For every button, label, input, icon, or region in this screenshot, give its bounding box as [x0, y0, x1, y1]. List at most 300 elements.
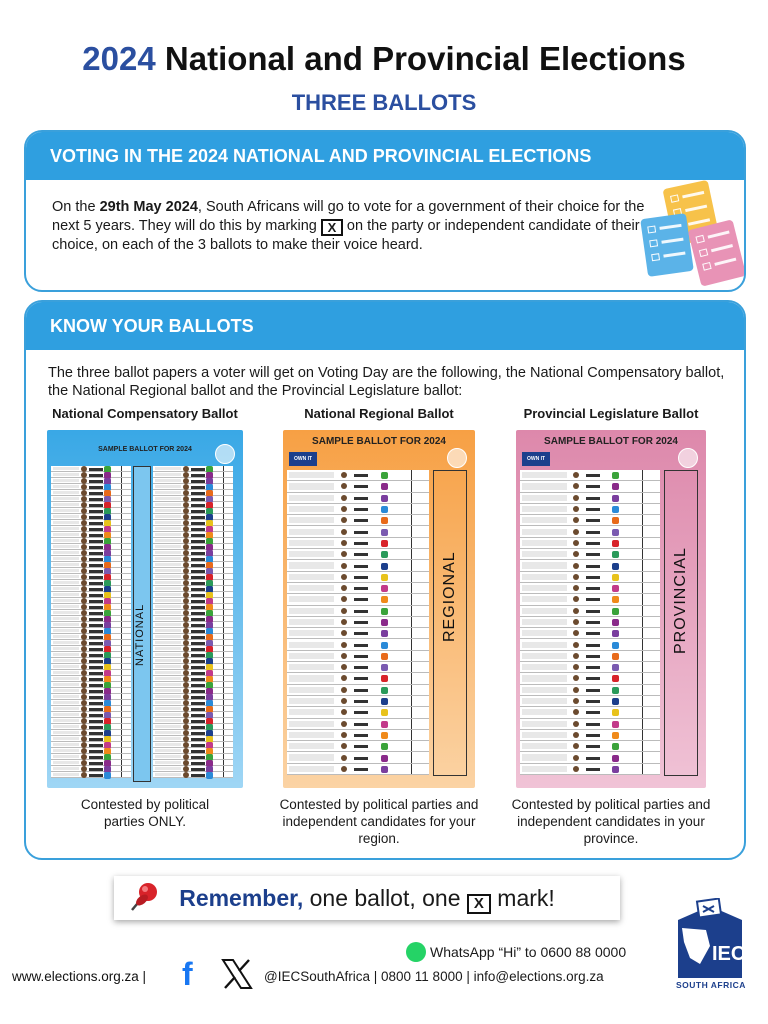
party-code-mark [586, 666, 600, 669]
candidate-face-icon [81, 688, 87, 694]
party-name-mark [53, 737, 79, 740]
party-symbol-icon [381, 698, 388, 705]
party-code-mark [586, 565, 600, 568]
vote-box [642, 606, 660, 616]
party-code-mark [89, 534, 103, 537]
party-symbol-icon [381, 709, 388, 716]
vote-box [223, 724, 233, 729]
party-code-mark [89, 582, 103, 585]
vote-box [642, 549, 660, 559]
party-symbol-icon [612, 687, 619, 694]
vote-box [411, 515, 429, 525]
candidate-face-icon [573, 472, 579, 478]
candidate-face-icon [81, 538, 87, 544]
party-code-mark [89, 630, 103, 633]
candidate-face-icon [81, 652, 87, 658]
party-symbol-icon [612, 596, 619, 603]
party-code-mark [191, 756, 205, 759]
candidate-face-icon [183, 532, 189, 538]
party-name-mark [53, 557, 79, 560]
national-ballot-title: National Compensatory Ballot [52, 406, 238, 421]
candidate-face-icon [81, 700, 87, 706]
ballot-row [520, 560, 660, 571]
party-name-mark [53, 497, 79, 500]
party-name-mark [53, 665, 79, 668]
party-symbol-icon [381, 664, 388, 671]
party-symbol-icon [381, 551, 388, 558]
candidate-face-icon [81, 508, 87, 514]
party-code-mark [191, 678, 205, 681]
party-name-mark [53, 575, 79, 578]
party-code-mark [586, 508, 600, 511]
ballot-row [287, 549, 429, 560]
party-code-mark [89, 516, 103, 519]
vote-box [411, 719, 429, 729]
candidate-face-icon [573, 574, 579, 580]
party-code-mark [354, 768, 368, 771]
ballot-row [287, 538, 429, 549]
party-code-mark [354, 621, 368, 624]
party-name-mark [522, 596, 567, 602]
vote-box [121, 634, 131, 639]
candidate-face-icon [341, 664, 347, 670]
party-code-mark [89, 654, 103, 657]
ballot-row [520, 730, 660, 741]
ballot-row [287, 685, 429, 696]
party-code-mark [586, 689, 600, 692]
party-code-mark [191, 522, 205, 525]
party-name-mark [53, 629, 79, 632]
party-name-mark [522, 653, 567, 659]
party-symbol-icon [381, 608, 388, 615]
ballot-row [520, 707, 660, 718]
party-symbol-icon [381, 653, 388, 660]
candidate-face-icon [341, 653, 347, 659]
ballot-row [520, 764, 660, 775]
party-code-mark [89, 684, 103, 687]
vote-box [223, 490, 233, 495]
party-symbol-icon [381, 675, 388, 682]
ballot-row [520, 583, 660, 594]
candidate-face-icon [341, 506, 347, 512]
party-code-mark [191, 606, 205, 609]
candidate-face-icon [183, 472, 189, 478]
candidate-face-icon [183, 682, 189, 688]
party-name-mark [155, 713, 181, 716]
party-name-mark [522, 608, 567, 614]
vote-box [411, 572, 429, 582]
party-code-mark [191, 588, 205, 591]
candidate-face-icon [81, 718, 87, 724]
party-name-mark [289, 709, 334, 715]
party-code-mark [89, 666, 103, 669]
party-symbol-icon [612, 755, 619, 762]
party-code-mark [89, 774, 103, 777]
vote-box [223, 520, 233, 525]
candidate-face-icon [183, 556, 189, 562]
party-code-mark [354, 655, 368, 658]
party-code-mark [354, 576, 368, 579]
vote-box [642, 538, 660, 548]
party-symbol-icon [381, 732, 388, 739]
vote-box [642, 560, 660, 570]
party-name-mark [522, 574, 567, 580]
vote-box [223, 562, 233, 567]
vote-box [223, 766, 233, 771]
party-code-mark [191, 486, 205, 489]
party-code-mark [586, 734, 600, 737]
ballot-row [287, 594, 429, 605]
vote-box [223, 658, 233, 663]
national-caption: Contested by political parties ONLY. [80, 797, 210, 829]
vote-box [223, 688, 233, 693]
ballot-row [287, 741, 429, 752]
title-year: 2024 [82, 40, 156, 77]
remember-bold: Remember, [179, 885, 304, 911]
candidate-face-icon [81, 562, 87, 568]
candidate-face-icon [573, 721, 579, 727]
party-symbol-icon [612, 517, 619, 524]
party-symbol-icon [381, 642, 388, 649]
candidate-face-icon [81, 640, 87, 646]
ballot-row [287, 515, 429, 526]
candidate-face-icon [183, 772, 189, 778]
party-name-mark [155, 731, 181, 734]
party-symbol-icon [612, 653, 619, 660]
vote-box [223, 550, 233, 555]
party-code-mark [89, 594, 103, 597]
own-it-logo: OWN IT [522, 452, 550, 466]
party-name-mark [155, 485, 181, 488]
party-name-mark [289, 517, 334, 523]
vote-box [642, 639, 660, 649]
vote-box [642, 752, 660, 762]
candidate-face-icon [183, 574, 189, 580]
iec-country: SOUTH AFRICA [676, 980, 746, 990]
vote-box [411, 730, 429, 740]
party-name-mark [522, 675, 567, 681]
party-symbol-icon [612, 483, 619, 490]
candidate-face-icon [81, 694, 87, 700]
vote-box [223, 484, 233, 489]
vote-box [223, 586, 233, 591]
vote-box [223, 634, 233, 639]
vote-box [223, 682, 233, 687]
candidate-face-icon [183, 736, 189, 742]
candidate-face-icon [81, 760, 87, 766]
party-code-mark [586, 598, 600, 601]
title-text: National and Provincial Elections [164, 40, 686, 77]
ballot-row [520, 549, 660, 560]
ballot-row [287, 730, 429, 741]
party-code-mark [191, 750, 205, 753]
vote-box [411, 741, 429, 751]
candidate-face-icon [81, 772, 87, 778]
candidate-face-icon [183, 616, 189, 622]
ballot-row [520, 741, 660, 752]
vote-box [121, 544, 131, 549]
candidate-face-icon [341, 483, 347, 489]
party-name-mark [155, 467, 181, 470]
party-name-mark [289, 562, 334, 568]
candidate-face-icon [183, 634, 189, 640]
vote-box [121, 736, 131, 741]
know-intro: The three ballot papers a voter will get on Voting Day are the following, the National Compensatory ballot, the National Regional ballot and the Provincial Legislature ballot: [48, 365, 725, 399]
party-name-mark [522, 562, 567, 568]
party-code-mark [89, 510, 103, 513]
party-name-mark [155, 701, 181, 704]
vote-box [121, 688, 131, 693]
candidate-face-icon [183, 604, 189, 610]
party-code-mark [586, 474, 600, 477]
vote-box [121, 616, 131, 621]
vote-box [223, 592, 233, 597]
party-name-mark [155, 557, 181, 560]
vote-box [121, 706, 131, 711]
party-code-mark [354, 632, 368, 635]
party-code-mark [89, 732, 103, 735]
party-code-mark [191, 594, 205, 597]
candidate-face-icon [81, 646, 87, 652]
candidate-face-icon [573, 743, 579, 749]
party-code-mark [191, 582, 205, 585]
party-name-mark [522, 630, 567, 636]
party-code-mark [191, 666, 205, 669]
party-code-mark [586, 587, 600, 590]
vote-box [411, 470, 429, 480]
candidate-face-icon [341, 687, 347, 693]
candidate-face-icon [183, 730, 189, 736]
vote-box [223, 754, 233, 759]
vote-box [121, 484, 131, 489]
phone-email[interactable]: | 0800 11 8000 | info@elections.org.za [370, 969, 604, 984]
party-code-mark [191, 564, 205, 567]
party-code-mark [89, 726, 103, 729]
party-code-mark [586, 745, 600, 748]
ballot-row [287, 606, 429, 617]
party-code-mark [191, 636, 205, 639]
candidate-face-icon [183, 658, 189, 664]
vote-box [223, 748, 233, 753]
candidate-face-icon [183, 520, 189, 526]
candidate-face-icon [81, 520, 87, 526]
party-code-mark [354, 711, 368, 714]
party-name-mark [289, 506, 334, 512]
candidate-face-icon [183, 592, 189, 598]
vote-box [223, 526, 233, 531]
party-name-mark [53, 725, 79, 728]
social-handle[interactable]: @IECSouthAfrica [264, 969, 370, 984]
party-name-mark [155, 587, 181, 590]
party-code-mark [191, 708, 205, 711]
party-name-mark [289, 619, 334, 625]
vote-box [223, 628, 233, 633]
candidate-face-icon [573, 563, 579, 569]
party-code-mark [191, 714, 205, 717]
ballot-row [287, 651, 429, 662]
party-code-mark [191, 540, 205, 543]
vote-box [121, 496, 131, 501]
party-name-mark [53, 701, 79, 704]
candidate-face-icon [81, 478, 87, 484]
party-name-mark [53, 521, 79, 524]
party-name-mark [53, 749, 79, 752]
candidate-face-icon [183, 538, 189, 544]
party-code-mark [354, 565, 368, 568]
remember-banner [114, 876, 620, 920]
party-code-mark [191, 612, 205, 615]
party-name-mark [53, 515, 79, 518]
vote-box [223, 640, 233, 645]
party-code-mark [586, 519, 600, 522]
party-name-mark [53, 611, 79, 614]
party-name-mark [53, 467, 79, 470]
vote-box [223, 706, 233, 711]
website-link[interactable]: www.elections.org.za | [12, 969, 147, 984]
candidate-face-icon [183, 706, 189, 712]
party-symbol-icon [381, 596, 388, 603]
vote-box [642, 662, 660, 672]
party-code-mark [191, 738, 205, 741]
party-name-mark [289, 540, 334, 546]
vote-box [411, 493, 429, 503]
vote-box [642, 719, 660, 729]
party-symbol-icon [381, 766, 388, 773]
ballot-row [287, 583, 429, 594]
know-ballots-panel [24, 300, 746, 860]
party-name-mark [155, 545, 181, 548]
candidate-face-icon [183, 544, 189, 550]
vote-box [121, 628, 131, 633]
ballot-row [520, 662, 660, 673]
candidate-face-icon [183, 700, 189, 706]
party-symbol-icon [381, 721, 388, 728]
vote-box [223, 652, 233, 657]
ballot-row [520, 606, 660, 617]
party-code-mark [354, 723, 368, 726]
candidate-face-icon [573, 529, 579, 535]
candidate-face-icon [81, 490, 87, 496]
x-mark-box: X [321, 219, 343, 236]
candidate-face-icon [183, 550, 189, 556]
candidate-face-icon [81, 754, 87, 760]
regional-ballot-image [283, 430, 475, 788]
vote-box [642, 526, 660, 536]
vote-box [223, 556, 233, 561]
candidate-face-icon [183, 688, 189, 694]
ballot-header: SAMPLE BALLOT FOR 2024 [312, 436, 446, 447]
candidate-face-icon [341, 743, 347, 749]
provincial-ballot-image [516, 430, 706, 788]
candidate-face-icon [81, 682, 87, 688]
candidate-face-icon [183, 646, 189, 652]
candidate-face-icon [81, 742, 87, 748]
candidate-face-icon [341, 721, 347, 727]
candidate-face-icon [81, 466, 87, 472]
candidate-face-icon [573, 653, 579, 659]
party-code-mark [191, 768, 205, 771]
party-name-mark [522, 721, 567, 727]
page-subtitle: THREE BALLOTS [291, 90, 477, 115]
own-it-logo: OWN IT [289, 452, 317, 466]
party-code-mark [586, 711, 600, 714]
whatsapp-line [406, 942, 626, 962]
party-name-mark [155, 737, 181, 740]
party-code-mark [191, 468, 205, 471]
ballot-papers-icon [638, 180, 746, 292]
vote-box [223, 616, 233, 621]
vote-box [121, 694, 131, 699]
candidate-face-icon [341, 642, 347, 648]
vote-box [121, 742, 131, 747]
party-code-mark [354, 610, 368, 613]
ballot-row [520, 617, 660, 628]
vote-box [121, 718, 131, 723]
party-code-mark [191, 672, 205, 675]
party-name-mark [289, 529, 334, 535]
candidate-face-icon [183, 754, 189, 760]
candidate-face-icon [341, 766, 347, 772]
vote-box [642, 583, 660, 593]
candidate-face-icon [341, 619, 347, 625]
party-name-mark [53, 545, 79, 548]
party-name-mark [53, 641, 79, 644]
party-name-mark [53, 605, 79, 608]
vote-box [121, 754, 131, 759]
party-code-mark [89, 636, 103, 639]
candidate-face-icon [341, 630, 347, 636]
voting-text-part: on the party or independent candidate of their choice, on each of the 3 ballots to make their voice heard. [52, 218, 640, 253]
facebook-icon[interactable]: f [182, 956, 193, 992]
party-name-mark [53, 671, 79, 674]
party-name-mark [53, 527, 79, 530]
candidate-face-icon [81, 502, 87, 508]
party-code-mark [354, 689, 368, 692]
vote-box [121, 658, 131, 663]
whatsapp-text[interactable]: WhatsApp “Hi” to 0600 88 0000 [430, 944, 627, 960]
party-code-mark [191, 498, 205, 501]
party-name-mark [289, 472, 334, 478]
party-code-mark [586, 757, 600, 760]
vote-box [223, 604, 233, 609]
party-name-mark [289, 483, 334, 489]
provincial-ballot-column [496, 406, 726, 847]
party-code-mark [191, 528, 205, 531]
candidate-face-icon [573, 630, 579, 636]
national-label: NATIONAL [134, 603, 146, 666]
candidate-face-icon [81, 472, 87, 478]
party-code-mark [354, 497, 368, 500]
vote-box [642, 594, 660, 604]
seal-icon [215, 444, 235, 464]
party-code-mark [191, 600, 205, 603]
party-code-mark [354, 485, 368, 488]
vote-box [642, 617, 660, 627]
party-name-mark [53, 773, 79, 776]
candidate-face-icon [183, 490, 189, 496]
ballot-row [520, 651, 660, 662]
candidate-face-icon [341, 608, 347, 614]
x-twitter-icon[interactable] [220, 958, 254, 990]
vote-box [121, 772, 131, 777]
party-name-mark [155, 491, 181, 494]
vote-box [121, 664, 131, 669]
party-name-mark [289, 551, 334, 557]
party-code-mark [354, 734, 368, 737]
seal-icon [678, 448, 698, 468]
vote-box [642, 504, 660, 514]
party-code-mark [586, 655, 600, 658]
